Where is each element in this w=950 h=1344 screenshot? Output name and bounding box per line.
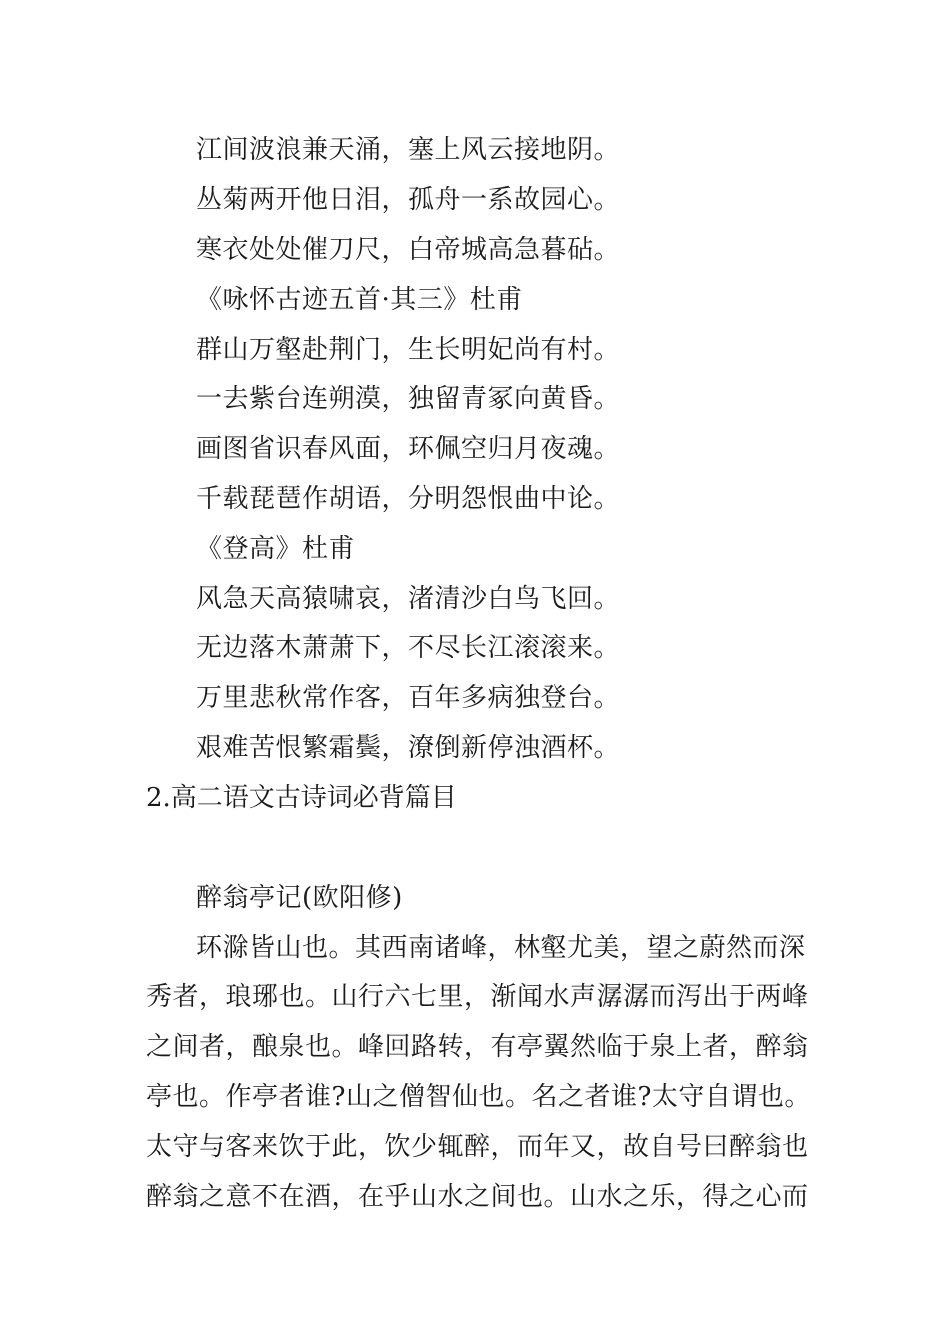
essay-line: 太守与客来饮于此，饮少辄醉，而年又，故自号曰醉翁也 <box>146 1132 809 1162</box>
essay-line: 之间者，酿泉也。峰回路转，有亭翼然临于泉上者，醉翁 <box>146 1032 809 1062</box>
essay-line: 亭也。作亭者谁?山之僧智仙也。名之者谁?太守自谓也。 <box>146 1082 811 1112</box>
poem-line: 群山万壑赴荆门，生长明妃尚有村。 <box>196 335 621 365</box>
poem-line: 艰难苦恨繁霜鬓，潦倒新停浊酒杯。 <box>196 733 621 763</box>
poem-title: 《咏怀古迹五首·其三》杜甫 <box>196 285 523 315</box>
poem-line: 一去紫台连朔漠，独留青冢向黄昏。 <box>196 384 621 414</box>
poem-line: 寒衣处处催刀尺，白帝城高急暮砧。 <box>196 235 621 265</box>
essay-line: 秀者，琅琊也。山行六七里，渐闻水声潺潺而泻出于两峰 <box>146 982 809 1012</box>
poem-line: 江间波浪兼天涌，塞上风云接地阴。 <box>196 135 621 165</box>
poem-line: 风急天高猿啸哀，渚清沙白鸟飞回。 <box>196 584 621 614</box>
poem-line: 画图省识春风面，环佩空归月夜魂。 <box>196 434 621 464</box>
essay-line: 醉翁之意不在酒，在乎山水之间也。山水之乐，得之心而 <box>146 1182 809 1212</box>
poem-line: 万里悲秋常作客，百年多病独登台。 <box>196 683 621 713</box>
section-heading: 2.高二语文古诗词必背篇目 <box>146 783 457 813</box>
poem-line: 无边落木萧萧下，不尽长江滚滚来。 <box>196 633 621 663</box>
essay-title: 醉翁亭记(欧阳修) <box>196 883 403 913</box>
essay-line: 环滁皆山也。其西南诸峰，林壑尤美，望之蔚然而深 <box>196 933 806 963</box>
poem-line: 丛菊两开他日泪，孤舟一系故园心。 <box>196 185 621 215</box>
poem-title: 《登高》杜甫 <box>196 534 356 564</box>
poem-line: 千载琵琶作胡语，分明怨恨曲中论。 <box>196 484 621 514</box>
